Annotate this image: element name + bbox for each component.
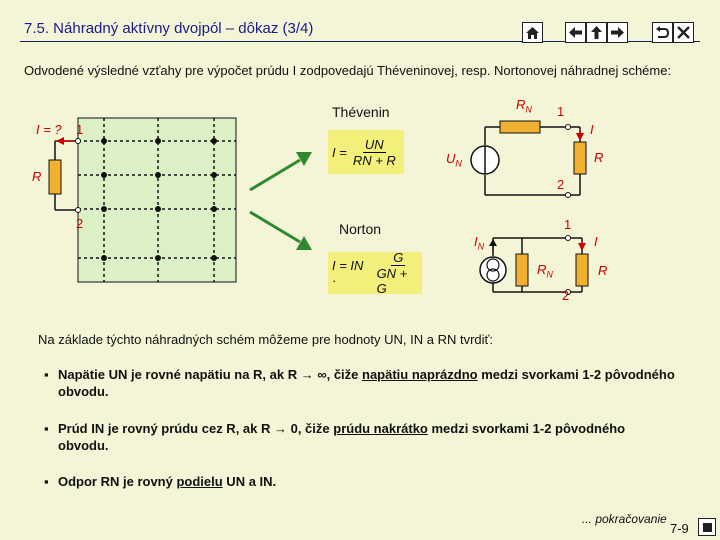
lead-text: Na základe týchto náhradných schém môžeme pre hodnoty UN, IN a RN tvrdiť:: [38, 332, 494, 347]
bullet-resistance: ▪ Odpor RN je rovný podielu UN a IN.: [44, 474, 277, 489]
thevenin-numerator: UN: [364, 136, 384, 152]
bullet-voltage: ▪ Napätie UN je rovné napätiu na R, ak R → ∞, čiže napätiu naprázdno medzi svorkami 1-2 pôvodného obvodu.: [44, 367, 675, 399]
transform-arrows: [250, 152, 312, 250]
un-thevenin-label: $U_N$: [446, 151, 462, 169]
slide-title: 7.5. Náhradný aktívny dvojpól – dôkaz (3/4): [24, 20, 314, 37]
load-r-left-label: R: [32, 169, 42, 184]
current-query-label: I = ?: [36, 122, 62, 137]
norton-formula: I = IN · $\frac{G}{GN + G}$: [328, 252, 422, 294]
node-1-norton-label: 1: [564, 217, 572, 232]
in-norton-label: $I_N$: [474, 234, 485, 252]
link-open-circuit-voltage[interactable]: napätiu naprázdno: [362, 367, 478, 382]
link-ratio[interactable]: podielu: [176, 474, 223, 489]
node-2-thevenin-label: 2: [557, 177, 565, 192]
node-1-thevenin-label: 1: [557, 104, 565, 119]
norton-numerator: G: [393, 250, 404, 265]
r-thevenin-label: R: [594, 150, 604, 165]
node-2-left-label: 2: [76, 216, 84, 231]
rn-norton-label: $R_N$: [537, 262, 553, 280]
node-1-left-label: 1: [76, 122, 84, 137]
node-2-norton-label: 2: [562, 288, 570, 303]
load-resistor-left: [49, 137, 81, 213]
thevenin-circuit: [471, 121, 586, 198]
norton-title: Norton: [339, 221, 382, 237]
continue-link[interactable]: ... pokračovanie: [582, 512, 667, 526]
link-short-circuit-current[interactable]: prúdu nakrátko: [333, 421, 428, 436]
page-number: 7-9: [670, 521, 689, 536]
thevenin-denominator: RN + R: [352, 152, 396, 168]
square-button-icon[interactable]: [698, 518, 716, 536]
rn-thevenin-label: $R_N$: [516, 97, 532, 115]
i-norton-label: I: [594, 234, 598, 249]
i-thevenin-label: I: [590, 122, 594, 137]
norton-circuit: [480, 236, 588, 295]
thevenin-title: Thévenin: [332, 104, 390, 120]
thevenin-formula: I = $\frac{UN}{RN + R}$: [328, 130, 404, 174]
r-norton-label: R: [598, 263, 608, 278]
bullet-current: ▪ Prúd IN je rovný prúdu cez R, ak R → 0, čiže prúdu nakrátko medzi svorkami 1-2 pôvodného obvodu.: [44, 421, 626, 453]
intro-text: Odvodené výsledné vzťahy pre výpočet prúdu I zodpovedajú Théveninovej, resp. Nortonovej náhradnej schéme:: [24, 63, 672, 78]
norton-denominator: GN + G: [376, 266, 408, 296]
